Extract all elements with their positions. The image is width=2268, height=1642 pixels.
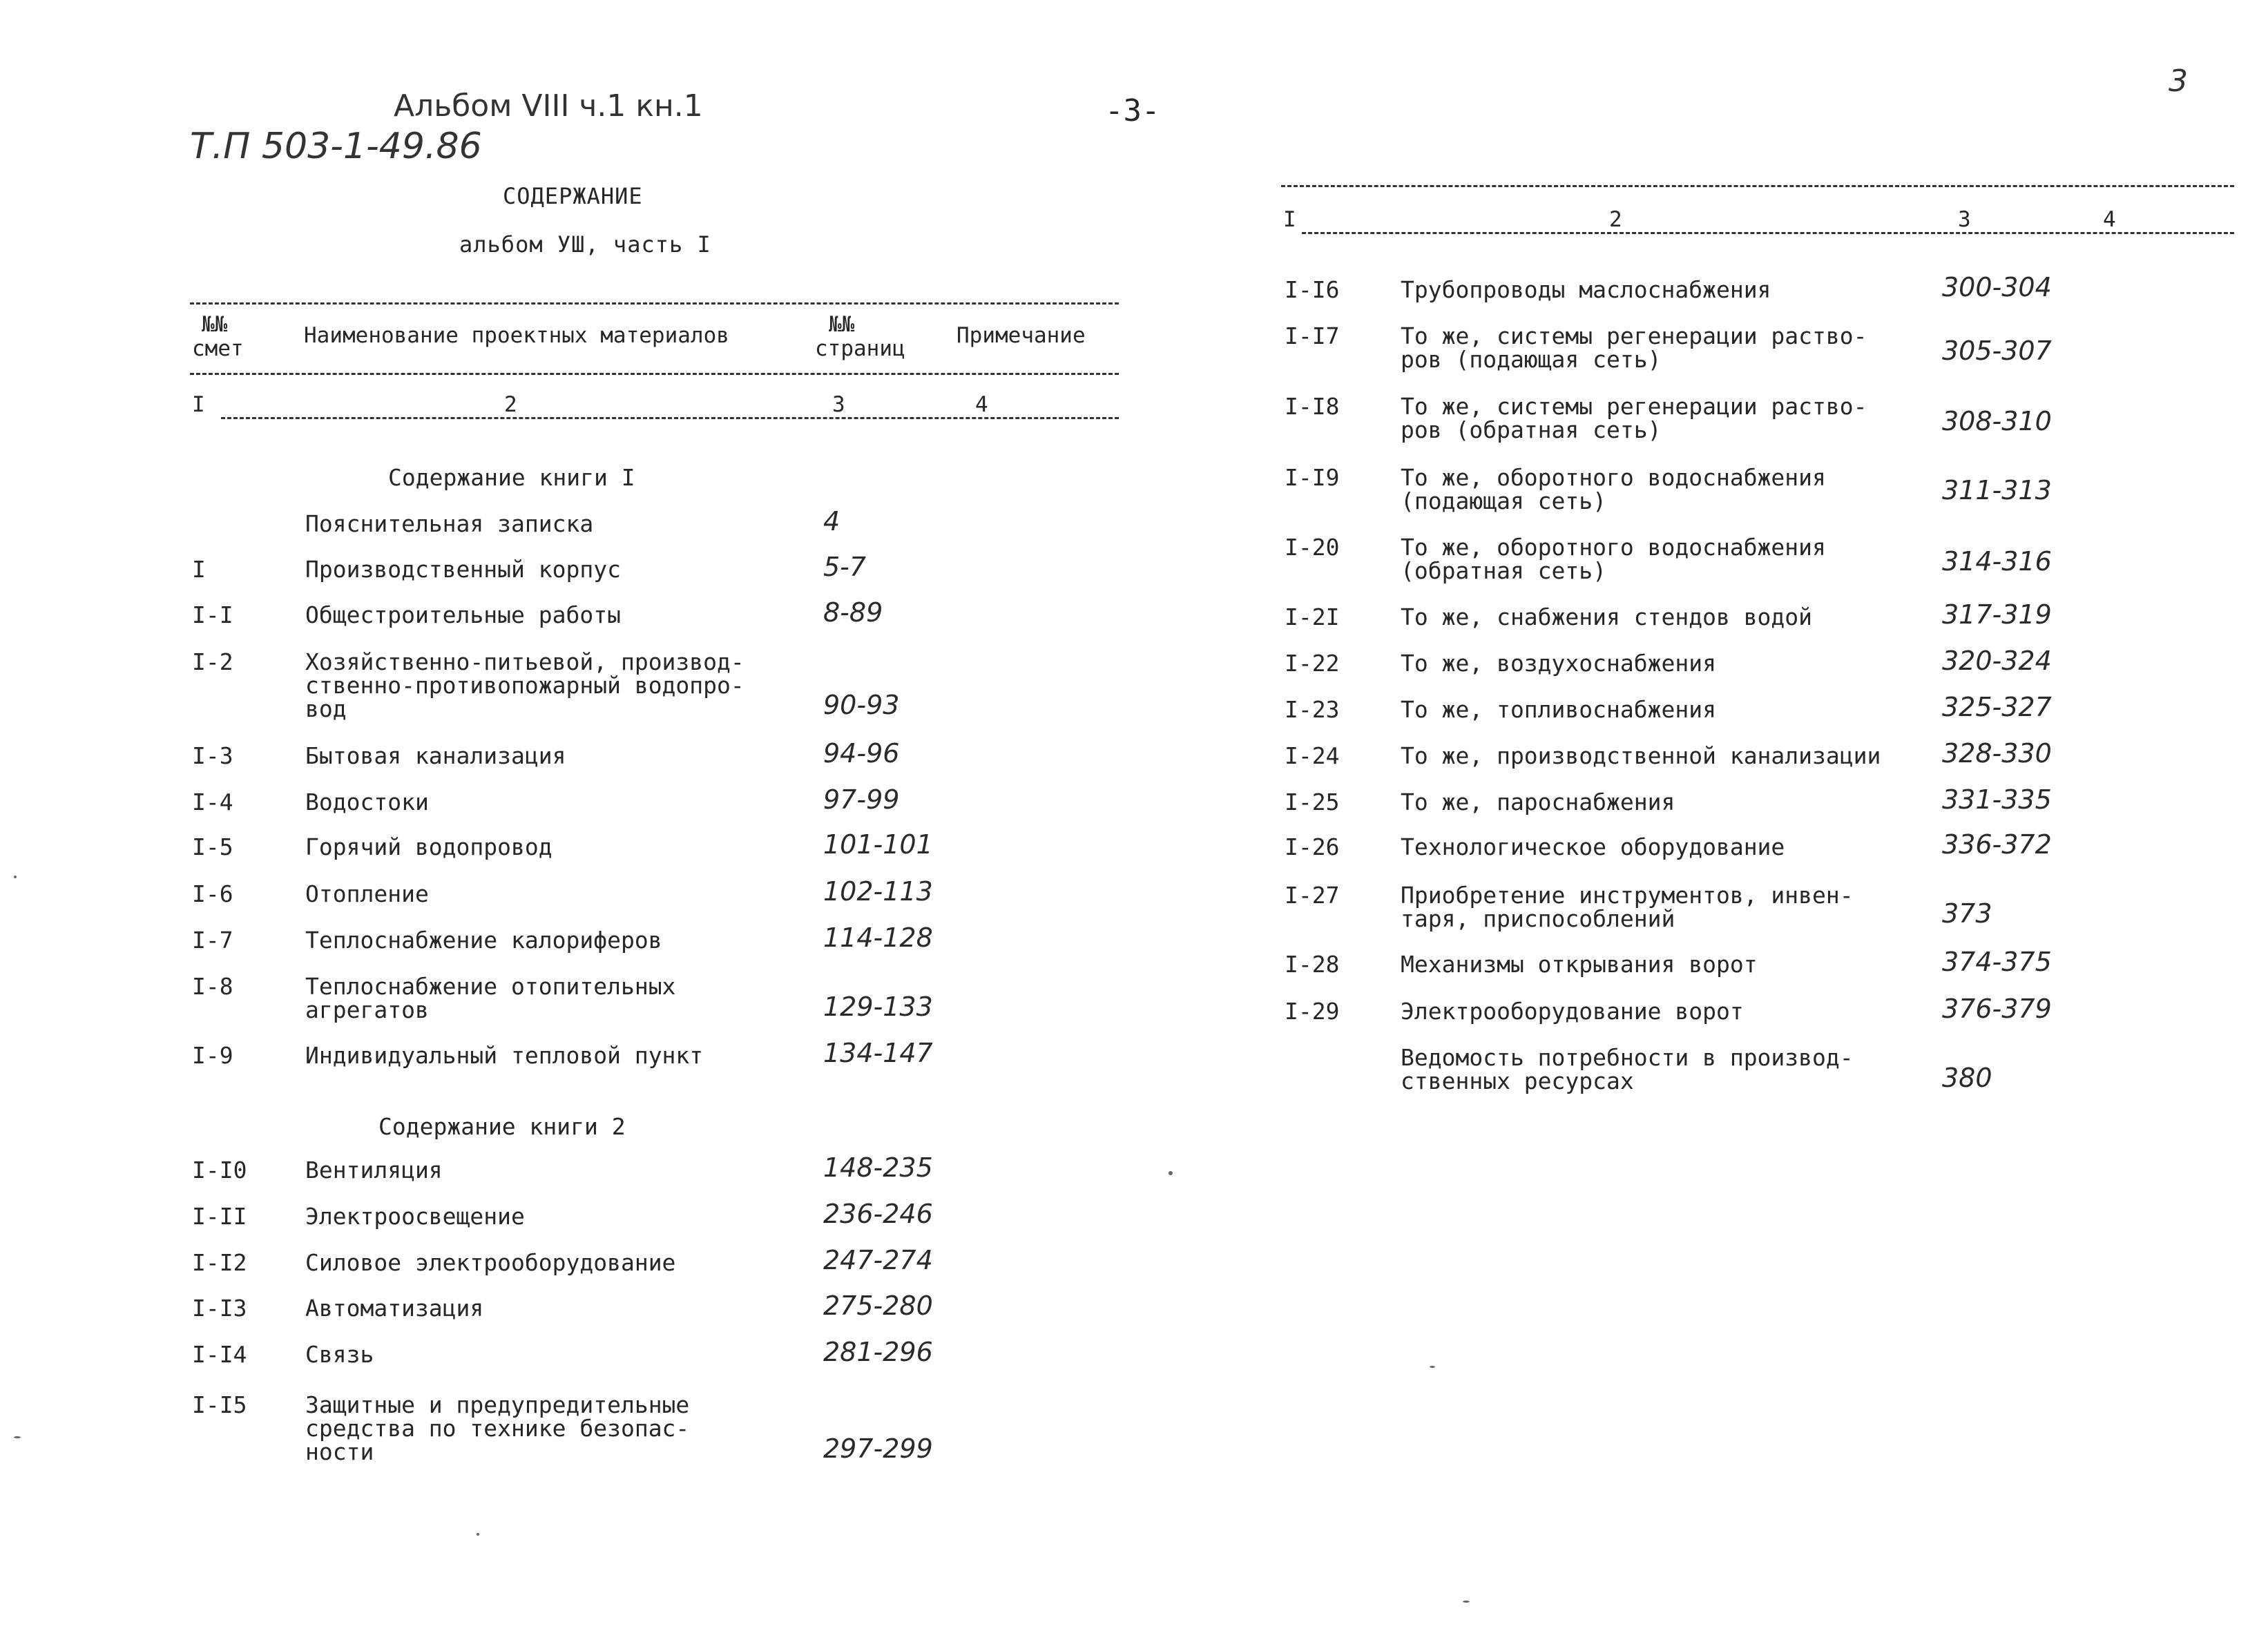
left-item-name: Теплоснабжение калориферов [305, 927, 662, 954]
right-item-name: То же, пароснабжения [1401, 789, 1675, 815]
sheet-mark: 3 [2169, 64, 2188, 99]
right-page-range: 308-310 [1942, 406, 2052, 436]
right-item-name: То же, топливоснабжения [1401, 696, 1716, 723]
left-page-range: 148-235 [823, 1152, 933, 1183]
right-header-rule-bottom [1302, 232, 2234, 234]
left-estimate-number: I-6 [192, 880, 233, 907]
right-estimate-number: I-I8 [1285, 393, 1340, 420]
page-title: СОДЕРЖАНИЕ [503, 183, 643, 209]
right-estimate-number: I-29 [1285, 998, 1340, 1025]
left-item-name: Вентиляция [305, 1157, 443, 1184]
right-page-range: 373 [1942, 898, 1992, 929]
left-page-range: 97-99 [823, 784, 900, 815]
left-page-range: 94-96 [823, 738, 900, 769]
left-item-name: Горячий водопровод [305, 833, 552, 860]
left-estimate-number: I-4 [192, 789, 233, 815]
right-estimate-number: I-26 [1285, 833, 1340, 860]
col-num-3: 3 [832, 392, 845, 417]
left-estimate-number: I-8 [192, 973, 233, 1000]
left-page-range: 5-7 [823, 552, 867, 582]
left-page-range: 101-101 [823, 829, 933, 860]
scan-speck [477, 1533, 479, 1536]
left-page-range: 4 [823, 506, 840, 537]
right-item-name: То же, снабжения стендов водой [1401, 603, 1813, 630]
left-estimate-number: I-7 [192, 927, 233, 954]
col-header-est-no: №№ [202, 312, 228, 337]
right-page-range: 336-372 [1942, 829, 2052, 860]
left-page-range: 247-274 [823, 1245, 933, 1275]
right-estimate-number: I-I6 [1285, 276, 1340, 303]
left-estimate-number: I-5 [192, 833, 233, 860]
right-page-range: 328-330 [1942, 738, 2052, 769]
left-page-range: 281-296 [823, 1337, 933, 1367]
left-estimate-number: I-9 [192, 1042, 233, 1069]
right-item-name: То же, оборотного водоснабжения (подающая сеть) [1401, 464, 1826, 514]
left-estimate-number: I-II [192, 1203, 247, 1230]
left-estimate-number: I-I0 [192, 1157, 247, 1184]
right-col-num-4: 4 [2103, 207, 2116, 232]
header-rule-mid [190, 373, 1119, 375]
header-rule-top [190, 302, 1119, 305]
left-estimate-number: I-I [192, 601, 233, 628]
right-page-range: 376-379 [1942, 994, 2052, 1024]
page-number: -3- [1105, 93, 1160, 128]
left-item-name: Силовое электрооборудование [305, 1249, 676, 1276]
left-page-range: 236-246 [823, 1199, 933, 1229]
right-col-num-3: 3 [1958, 207, 1971, 232]
project-code: Т.П 503-1-49.86 [190, 126, 482, 167]
col-header-est: смет [192, 336, 244, 361]
album-stamp: Альбом VIII ч.1 кн.1 [394, 88, 703, 124]
col-num-4: 4 [975, 392, 988, 417]
left-item-name: Производственный корпус [305, 556, 621, 583]
right-estimate-number: I-I9 [1285, 464, 1340, 491]
right-col-num-1: I [1283, 207, 1296, 232]
left-page-range: 275-280 [823, 1291, 933, 1321]
right-estimate-number: I-2I [1285, 603, 1340, 630]
section-book-2: Содержание книги 2 [378, 1113, 626, 1140]
right-page-range: 300-304 [1942, 272, 2052, 302]
right-item-name: Приобретение инструментов, инвен- таря, приспособлений [1401, 882, 1854, 932]
right-estimate-number: I-23 [1285, 696, 1340, 723]
right-item-name: То же, оборотного водоснабжения (обратная сеть) [1401, 534, 1826, 584]
left-estimate-number: I-2 [192, 648, 233, 675]
right-estimate-number: I-27 [1285, 882, 1340, 909]
scan-speck [1463, 1601, 1470, 1603]
page-subtitle: альбом УШ, часть I [459, 231, 711, 258]
left-page-range: 129-133 [823, 992, 933, 1022]
right-item-name: Трубопроводы маслоснабжения [1401, 276, 1771, 303]
left-item-name: Бытовая канализация [305, 742, 566, 769]
left-item-name: Автоматизация [305, 1295, 484, 1322]
right-item-name: То же, системы регенерации раство- ров (обратная сеть) [1401, 393, 1867, 443]
left-item-name: Электроосвещение [305, 1203, 525, 1230]
right-item-name: То же, производственной канализации [1401, 742, 1881, 769]
right-col-num-2: 2 [1609, 207, 1622, 232]
left-estimate-number: I-I4 [192, 1341, 247, 1368]
col-header-name: Наименование проектных материалов [304, 323, 729, 348]
section-book-1: Содержание книги I [388, 464, 635, 491]
right-page-range: 320-324 [1942, 646, 2052, 676]
left-item-name: Пояснительная записка [305, 510, 594, 537]
right-page-range: 311-313 [1942, 475, 2052, 505]
left-item-name: Теплоснабжение отопительных агрегатов [305, 973, 676, 1023]
left-item-name: Водостоки [305, 789, 429, 815]
left-item-name: Хозяйственно-питьевой, производ- ственно-противопожарный водопро- вод [305, 648, 744, 722]
right-item-name: Технологическое оборудование [1401, 833, 1785, 860]
right-page-range: 317-319 [1942, 599, 2052, 630]
col-header-note: Примечание [957, 323, 1086, 348]
right-page-range: 325-327 [1942, 692, 2052, 722]
right-estimate-number: I-I7 [1285, 322, 1340, 349]
scan-speck [1169, 1171, 1173, 1175]
right-estimate-number: I-22 [1285, 650, 1340, 677]
left-page-range: 102-113 [823, 876, 933, 907]
right-page-range: 314-316 [1942, 546, 2052, 577]
col-header-pages: страниц [815, 336, 905, 361]
header-rule-bottom [221, 417, 1119, 419]
right-page-range: 305-307 [1942, 336, 2052, 366]
left-page-range: 114-128 [823, 923, 933, 953]
left-page-range: 134-147 [823, 1038, 933, 1068]
left-estimate-number: I [192, 556, 206, 583]
col-num-1: I [192, 392, 205, 417]
right-estimate-number: I-24 [1285, 742, 1340, 769]
right-estimate-number: I-25 [1285, 789, 1340, 815]
scan-speck [14, 876, 17, 878]
left-item-name: Защитные и предупредительные средства по технике безопас- ности [305, 1391, 690, 1465]
right-item-name: Ведомость потребности в производ- ственных ресурсах [1401, 1044, 1854, 1094]
right-estimate-number: I-28 [1285, 951, 1340, 978]
col-num-2: 2 [504, 392, 517, 417]
left-page-range: 297-299 [823, 1433, 933, 1464]
right-estimate-number: I-20 [1285, 534, 1340, 561]
right-header-rule-top [1281, 185, 2234, 187]
right-page-range: 380 [1942, 1063, 1992, 1093]
right-item-name: Электрооборудование ворот [1401, 998, 1744, 1025]
scan-speck [1430, 1366, 1435, 1368]
left-estimate-number: I-I2 [192, 1249, 247, 1276]
scan-speck [14, 1436, 21, 1438]
right-page-range: 331-335 [1942, 784, 2052, 815]
left-item-name: Связь [305, 1341, 374, 1368]
right-item-name: То же, системы регенерации раство- ров (подающая сеть) [1401, 322, 1867, 373]
left-item-name: Отопление [305, 880, 429, 907]
right-page-range: 374-375 [1942, 947, 2052, 977]
left-estimate-number: I-3 [192, 742, 233, 769]
left-page-range: 8-89 [823, 597, 883, 628]
right-item-name: Механизмы открывания ворот [1401, 951, 1758, 978]
left-estimate-number: I-I5 [192, 1391, 247, 1418]
left-estimate-number: I-I3 [192, 1295, 247, 1322]
left-page-range: 90-93 [823, 690, 900, 720]
right-item-name: То же, воздухоснабжения [1401, 650, 1716, 677]
left-item-name: Индивидуальный тепловой пункт [305, 1042, 704, 1069]
col-header-pages-no: №№ [829, 312, 855, 337]
left-item-name: Общестроительные работы [305, 601, 621, 628]
